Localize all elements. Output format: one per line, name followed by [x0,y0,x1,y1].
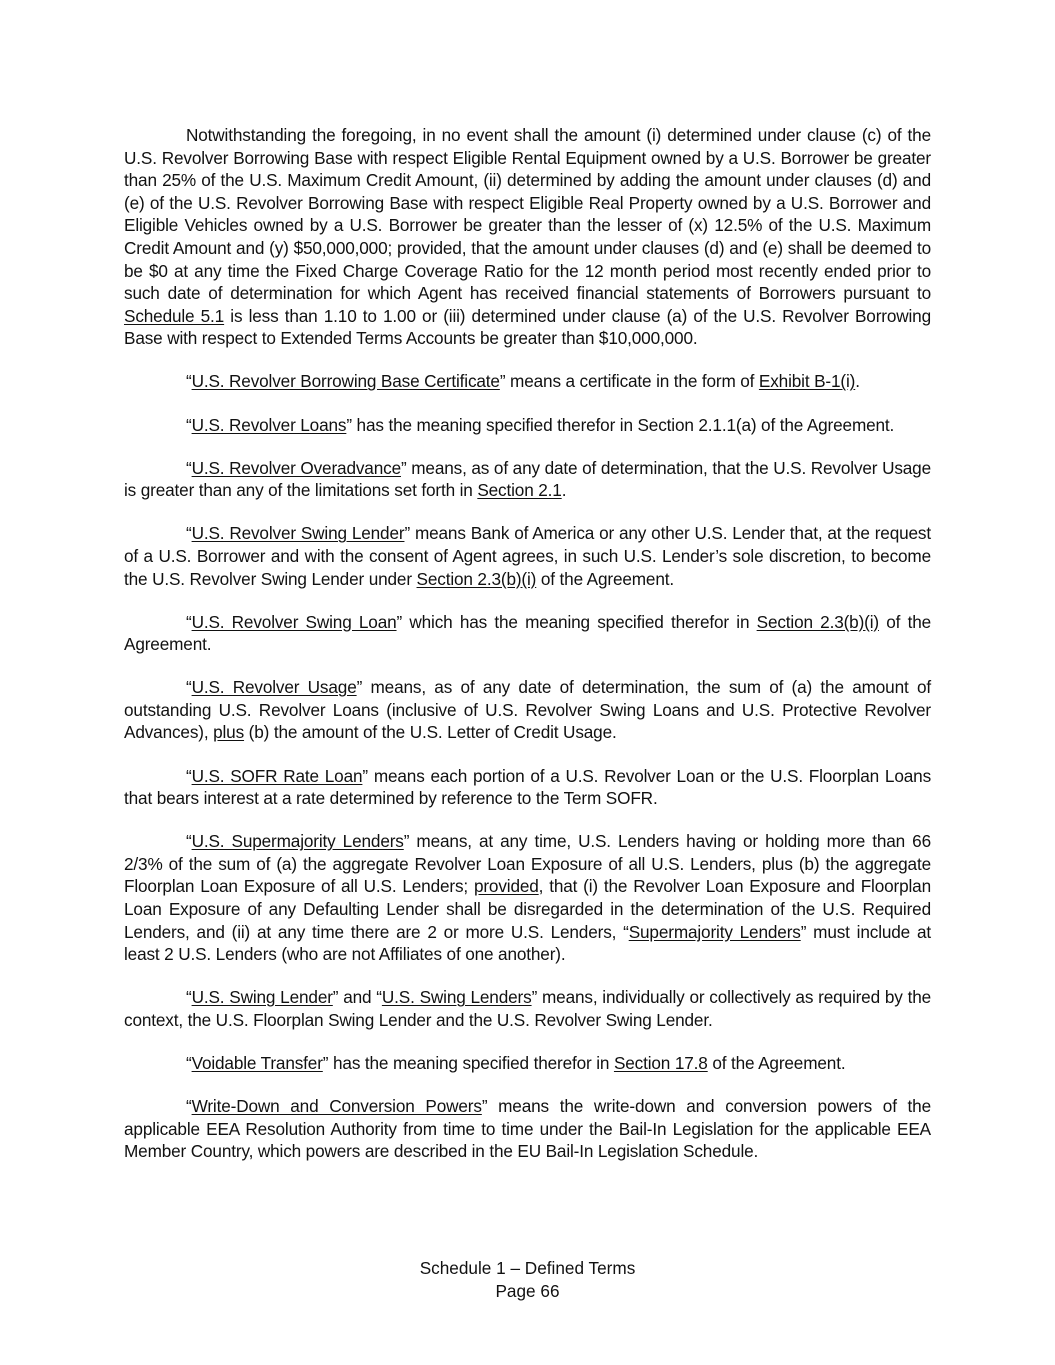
paragraph-text: Notwithstanding the foregoing, in no event shall the amount (i) determined under clause (c) of the U.S. Revolver Borrowing Base with respect Eligible Rental Equipment owned by a U.S. Borrower be greater than 25% of the U.S. Maximum Credit Amount, (ii) determined by adding the amount under clauses (d) and (e) of the U.S. Revolver Borrowing Base with respect Eligible Real Property owned by a U.S. Borrower and Eligible Vehicles owned by a U.S. Borrower be greater than the lesser of (x) 12.5% of the U.S. Maximum Credit Amount and (y) $50,000,000; provided, that the amount under clauses (d) and (e) shall be deemed to be $0 at any time the Fixed Charge Coverage Ratio for the 12 month period most recently ended prior to such date of determination for which Agent has received financial statements of Borrowers pursuant to [124,125,931,304]
definition-write-down-and-conversion-powers [124,1095,931,1163]
paragraph-text: “ [186,1053,192,1073]
defined-term-reference: U.S. Revolver Overadvance [191,457,401,478]
paragraph-text: . [855,371,860,392]
defined-term-reference: Section 2.3(b)(i) [756,611,879,632]
paragraph-text: ” means each portion of a U.S. Revolver Loan or the U.S. Floorplan Loans that bears interest at a rate determined by reference to the Term SOFR. [124,765,932,809]
footer-schedule-label: Schedule 1 – Defined Terms [419,1258,636,1278]
defined-term-reference: U.S. Revolver Borrowing Base Certificate [191,371,500,392]
paragraph-text: “ [186,677,192,698]
paragraph-text: , that (i) the Revolver Loan Exposure and Floorplan Loan Exposure of any Defaulting Lender shall be disregarded in the determination of the U.S. Required Lenders, and (ii) at any time there are 2 or more U.S. Lenders, “ [124,876,931,942]
defined-term-reference: plus [213,722,245,743]
paragraph-text: ” means, as of any date of determination, the sum of (a) the amount of outstanding U.S. Revolver Loans (inclusive of U.S. Revolver Swing Loans and U.S. Protective Revolver Advances), [124,677,931,743]
paragraph-text: “ [186,987,192,1008]
defined-term-reference: U.S. Swing Lender [191,987,333,1008]
definition-us-sofr-rate-loan [124,765,931,810]
defined-term-reference: Exhibit B-1(i) [758,371,856,392]
defined-term-reference: U.S. Revolver Swing Loan [191,611,397,632]
page-footer [0,1257,1055,1303]
paragraph-text: “ [186,523,192,544]
defined-term-reference: Schedule 5.1 [124,305,225,326]
paragraph-text: ” which has the meaning specified therefor in [396,611,757,632]
defined-term-reference: Supermajority Lenders [628,921,801,942]
paragraph-text: ” means a certificate in the form of [499,371,759,392]
defined-term-reference: U.S. Supermajority Lenders [191,831,404,852]
paragraph-text: ” and “ [332,987,382,1008]
paragraph-text: ” must include at least 2 U.S. Lenders (who are not Affiliates of one another). [124,921,931,965]
definition-us-revolver-usage [124,676,931,744]
paragraph-text: (b) the amount of the U.S. Letter of Credit Usage. [244,722,617,743]
definition-us-supermajority-lenders [124,830,931,966]
paragraph-text: “ [186,765,192,786]
defined-term-reference: Section 2.3(b)(i) [416,568,537,589]
defined-term-reference: U.S. Revolver Usage [191,677,357,698]
paragraph-text: . [561,480,567,501]
document-body [124,124,931,1183]
defined-term-reference: U.S. SOFR Rate Loan [191,765,363,786]
definition-voidable-transfer [124,1052,931,1075]
paragraph-text: ” means the write-down and conversion powers of the applicable EEA Resolution Authority from time to time under the Bail-In Legislation for the applicable EEA Member Country, which powers are described in the EU Bail-In Legislation Schedule. [124,1096,931,1162]
defined-term-reference: Section 17.8 [613,1053,708,1073]
paragraph-notwithstanding [124,124,931,350]
paragraph-text: ” means, as of any date of determination, that the U.S. Revolver Usage is greater than any of the limitations set forth in [124,457,931,501]
defined-term-reference: U.S. Swing Lenders [381,987,532,1008]
defined-term-reference: U.S. Revolver Loans [191,414,347,435]
defined-term-reference: provided [473,876,539,897]
defined-term-reference: Section 2.1 [477,480,562,501]
definition-us-revolver-swing-loan [124,611,931,656]
paragraph-text: “ [186,371,192,392]
defined-term-reference: U.S. Revolver Swing Lender [191,523,405,544]
paragraph-text: ” means, at any time, U.S. Lenders having or holding more than 66 2/3% of the sum of (a) the aggregate Revolver Loan Exposure of all U.S. Lenders, plus (b) the aggregate Floorplan Loan Exposure of all U.S. Lenders; [124,831,932,897]
defined-term-reference: Write-Down and Conversion Powers [191,1096,482,1117]
definition-us-revolver-borrowing-base-certificate [124,370,931,393]
paragraph-text: of the Agreement. [707,1053,846,1073]
paragraph-text: of the Agreement. [124,611,932,655]
paragraph-text: ” has the meaning specified therefor in [322,1053,614,1073]
paragraph-text: “ [186,457,192,478]
paragraph-text: is less than 1.10 to 1.00 or (iii) determined under clause (a) of the U.S. Revolver Borrowing Base with respect to Extended Terms Accounts be greater than $10,000,000. [124,305,931,349]
paragraph-text: “ [186,1096,192,1117]
paragraph-text: “ [186,611,192,632]
definition-us-revolver-loans [124,414,931,437]
defined-term-reference: Voidable Transfer [191,1053,323,1073]
paragraph-text: “ [186,831,192,852]
definition-us-revolver-overadvance [124,457,931,502]
paragraph-text: ” means Bank of America or any other U.S. Lender that, at the request of a U.S. Borrower and with the consent of Agent agrees, in such U.S. Lender’s sole discretion, to become the U.S. Revolver Swing Lender under [124,523,931,589]
footer-page-number: Page 66 [495,1281,560,1301]
paragraph-text: “ [186,414,192,435]
definition-us-revolver-swing-lender [124,522,931,590]
definition-us-swing-lender [124,986,931,1031]
paragraph-text: ” means, individually or collectively as required by the context, the U.S. Floorplan Swing Lender and the U.S. Revolver Swing Lender. [124,987,932,1030]
paragraph-text: of the Agreement. [536,568,675,589]
paragraph-text: ” has the meaning specified therefor in Section 2.1.1(a) of the Agreement. [346,414,895,435]
